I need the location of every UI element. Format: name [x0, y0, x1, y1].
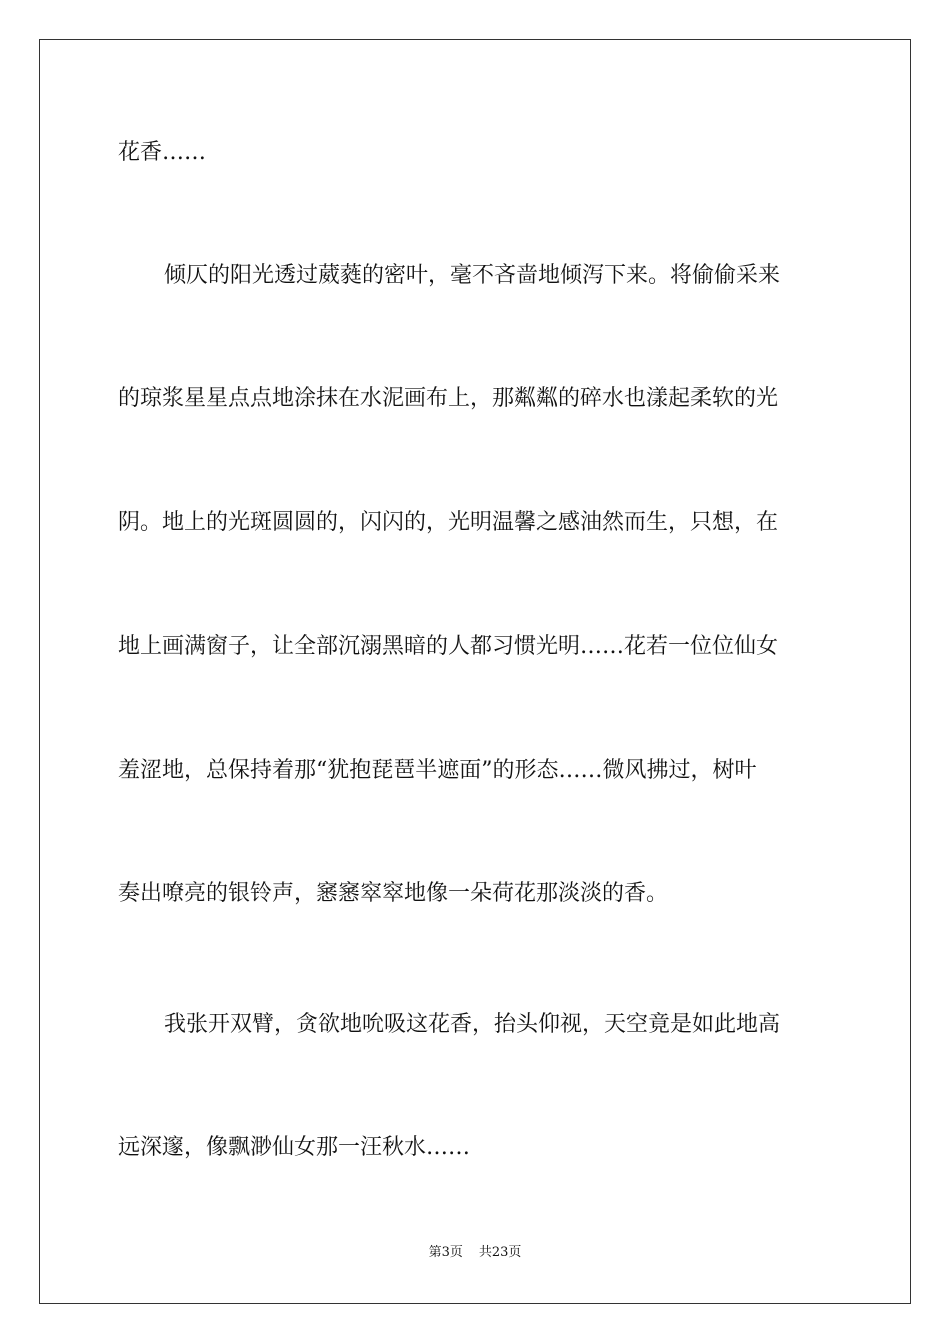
page-border [39, 39, 911, 1304]
paragraph-first-line: 倾仄的阳光透过葳蕤的密叶，毫不吝啬地倾泻下来。将偷偷采来 [164, 263, 781, 288]
text-line: 奏出嘹亮的银铃声，窸窸窣窣地像一朵荷花那淡淡的香。 [118, 881, 669, 906]
text-line: 远深邃，像飘渺仙女那一汪秋水…… [118, 1135, 471, 1160]
text-line: 的琼浆星星点点地涂抹在水泥画布上，那粼粼的碎水也漾起柔软的光 [118, 386, 779, 411]
page-total: 共23页 [478, 1245, 522, 1260]
text-line: 阴。地上的光斑圆圆的，闪闪的，光明温馨之感油然而生，只想，在 [118, 510, 779, 535]
page-footer [0, 1245, 950, 1261]
text-line: 花香…… [118, 140, 207, 165]
paragraph-first-line: 我张开双臂，贪欲地吮吸这花香，抬头仰视，天空竟是如此地高 [164, 1012, 781, 1037]
text-line: 地上画满窗子，让全部沉溺黑暗的人都习惯光明……花若一位位仙女 [118, 634, 779, 659]
text-line: 羞涩地，总保持着那“犹抱琵琶半遮面”的形态……微风拂过，树叶 [118, 758, 757, 783]
page-number: 第3页 [428, 1245, 463, 1260]
